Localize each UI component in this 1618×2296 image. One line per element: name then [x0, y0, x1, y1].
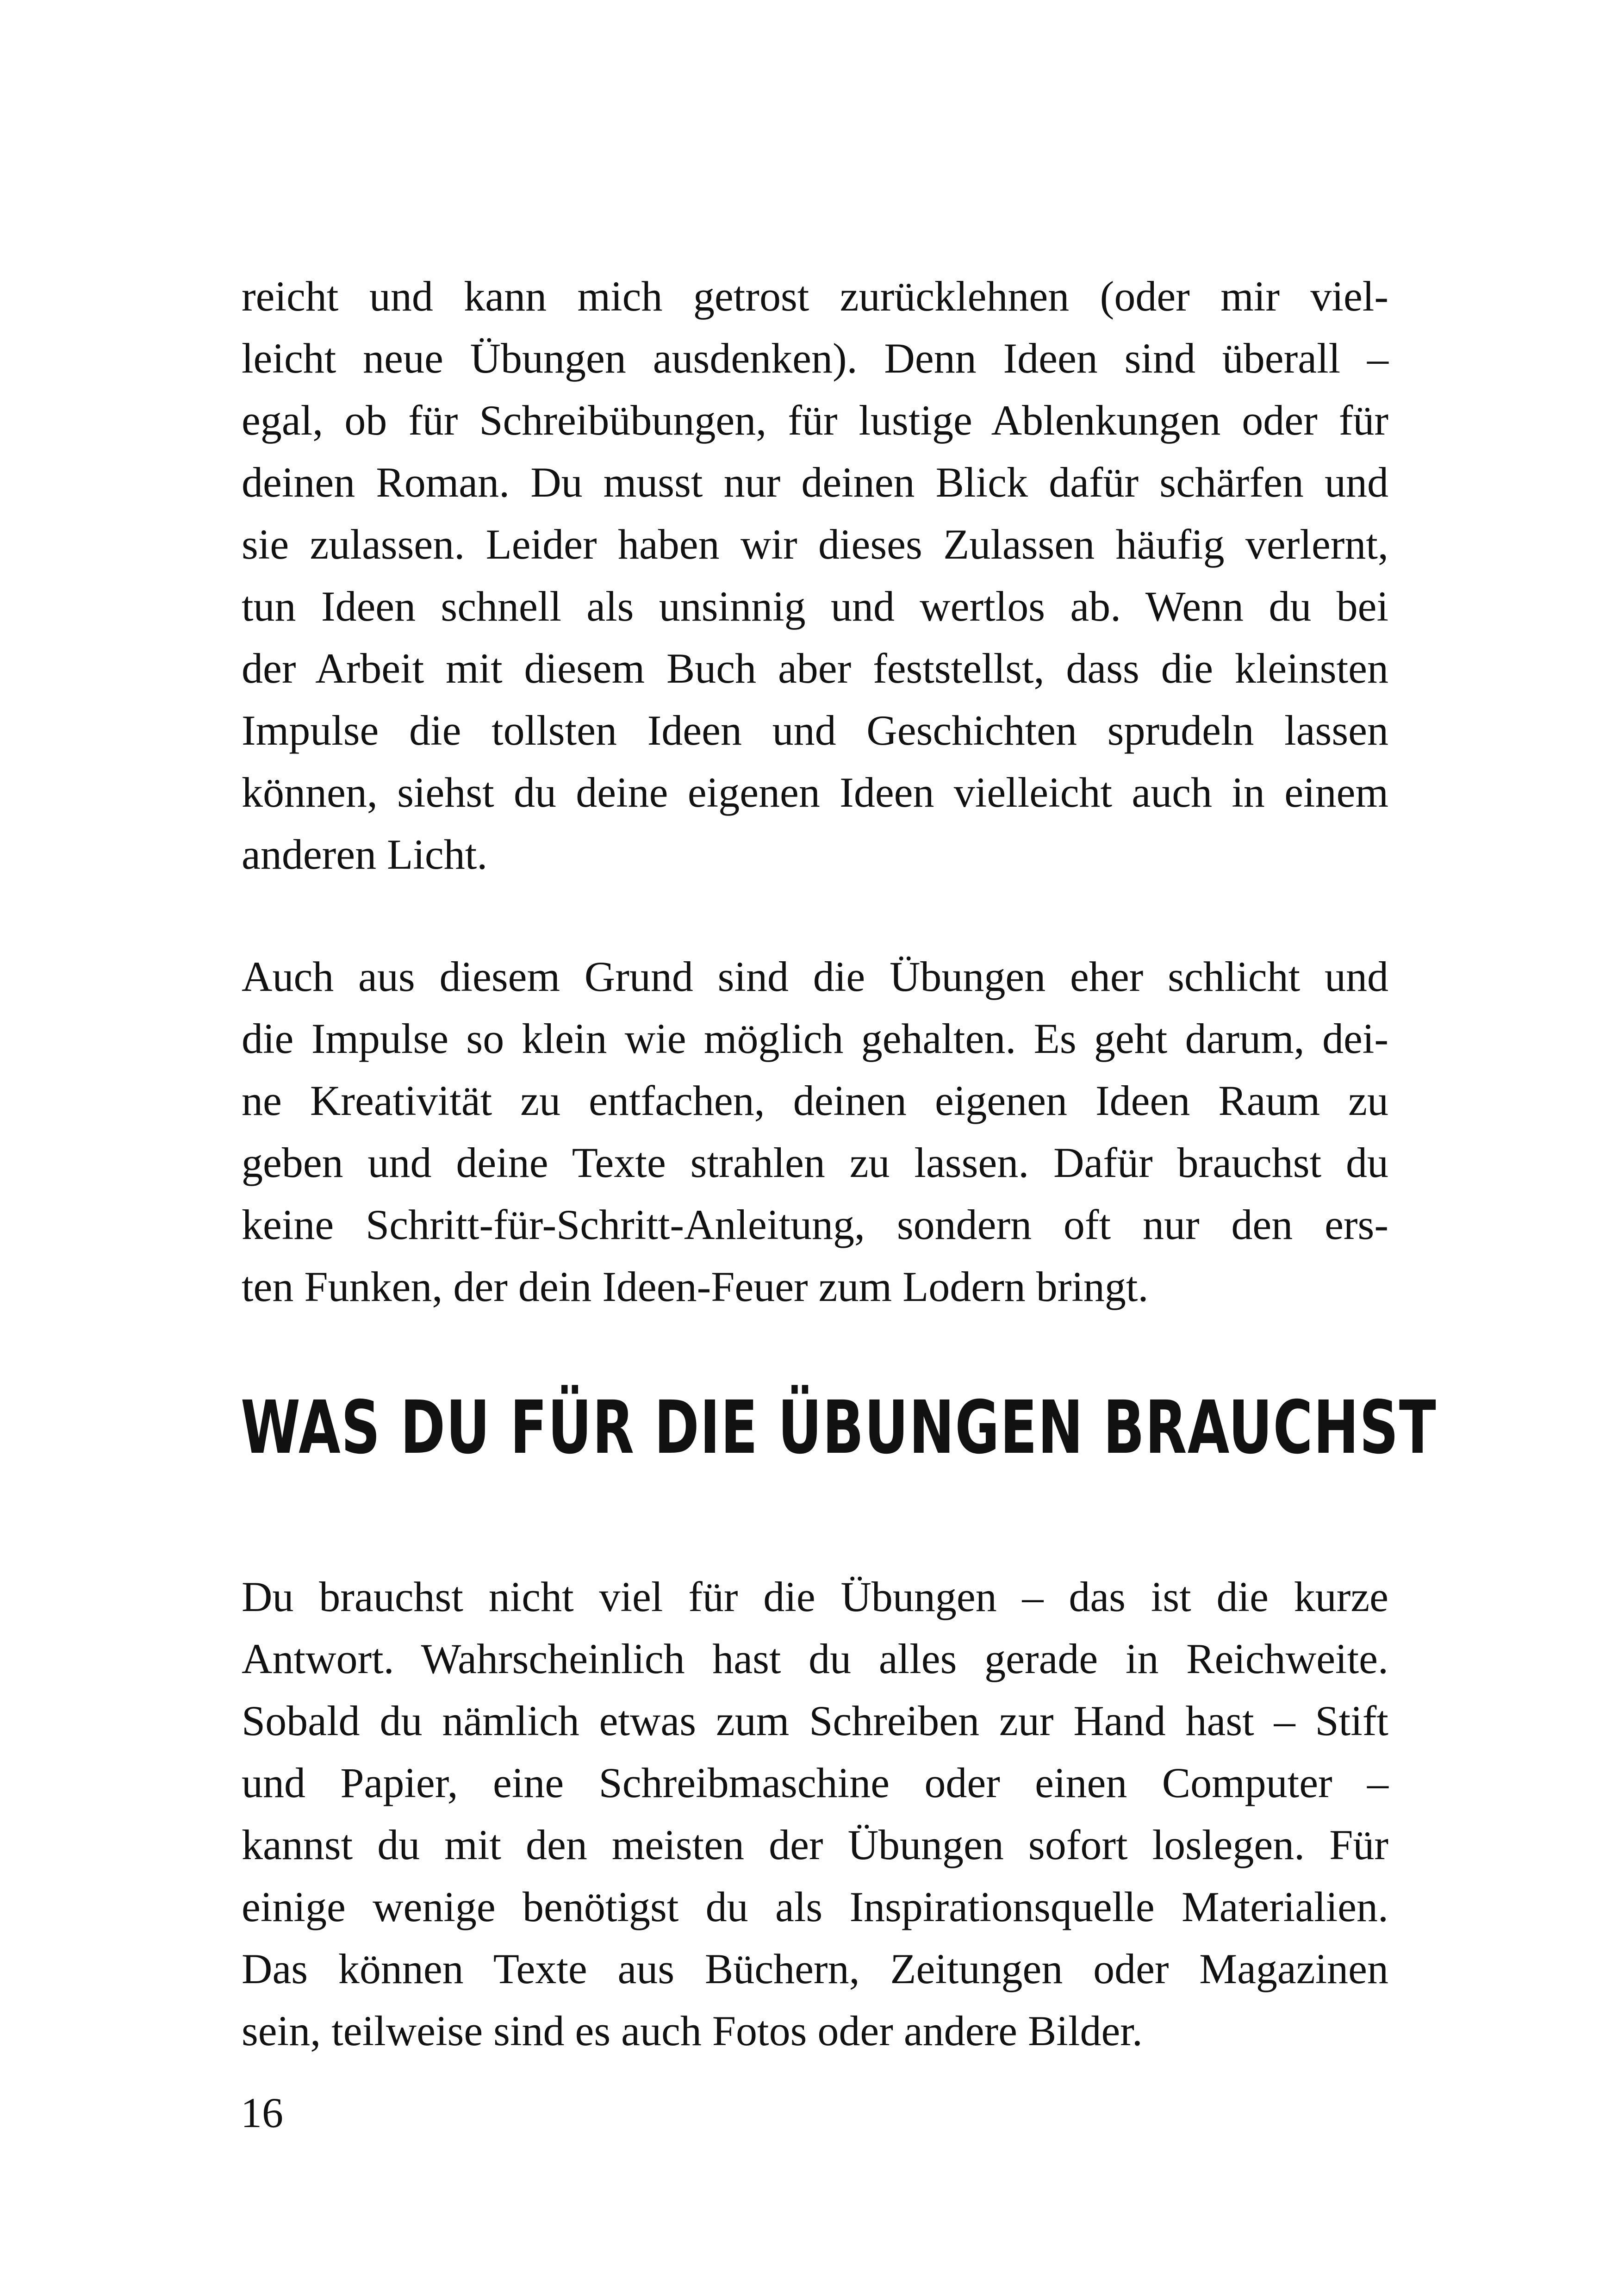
- paragraph-line: anderen Licht.: [242, 831, 488, 878]
- paragraph-line: und Papier, eine Schreibmaschine oder einen Computer –: [242, 1759, 1388, 1806]
- paragraph-line: Antwort. Wahrscheinlich hast du alles gerade in Reichweite.: [242, 1635, 1388, 1682]
- paragraph-line: Auch aus diesem Grund sind die Übungen eher schlicht und: [242, 953, 1388, 1000]
- paragraph-line: Du brauchst nicht viel für die Übungen – das ist die kurze: [242, 1573, 1388, 1620]
- paragraph-line: egal, ob für Schreibübungen, für lustige Ablenkungen oder für: [242, 397, 1388, 444]
- paragraph-line: leicht neue Übungen ausdenken). Denn Ideen sind überall –: [242, 335, 1388, 382]
- paragraph-line: einige wenige benötigst du als Inspirationsquelle Materialien.: [242, 1883, 1388, 1930]
- section-heading: WAS DU FÜR DIE ÜBUNGEN BRAUCHST: [241, 1385, 1437, 1470]
- paragraph-line: tun Ideen schnell als unsinnig und wertlos ab. Wenn du bei: [242, 583, 1388, 630]
- paragraph-line: können, siehst du deine eigenen Ideen vielleicht auch in einem: [242, 769, 1388, 816]
- paragraph-line: ten Funken, der dein Ideen-Feuer zum Lodern bringt.: [242, 1263, 1149, 1310]
- paragraph-line: deinen Roman. Du musst nur deinen Blick dafür schärfen und: [242, 459, 1388, 506]
- paragraph-line: Das können Texte aus Büchern, Zeitungen oder Magazinen: [242, 1945, 1388, 1992]
- page-number: 16: [241, 2089, 283, 2136]
- paragraph-line: kannst du mit den meisten der Übungen sofort loslegen. Für: [242, 1821, 1388, 1868]
- paragraph-line: reicht und kann mich getrost zurücklehnen (oder mir viel-: [242, 273, 1388, 320]
- paragraph-line: sein, teilweise sind es auch Fotos oder andere Bilder.: [242, 2007, 1143, 2054]
- paragraph-line: der Arbeit mit diesem Buch aber feststellst, dass die kleinsten: [242, 645, 1388, 692]
- paragraph-line: geben und deine Texte strahlen zu lassen. Dafür brauchst du: [242, 1139, 1388, 1186]
- paragraph-line: ne Kreativität zu entfachen, deinen eigenen Ideen Raum zu: [242, 1077, 1388, 1124]
- paragraph-line: sie zulassen. Leider haben wir dieses Zulassen häufig verlernt,: [242, 521, 1388, 568]
- paragraph-line: die Impulse so klein wie möglich gehalten. Es geht darum, dei-: [242, 1015, 1388, 1062]
- paragraph-line: Sobald du nämlich etwas zum Schreiben zur Hand hast – Stift: [242, 1697, 1388, 1744]
- paragraph-line: Impulse die tollsten Ideen und Geschichten sprudeln lassen: [242, 707, 1388, 754]
- paragraph-line: keine Schritt-für-Schritt-Anleitung, sondern oft nur den ers-: [242, 1201, 1388, 1248]
